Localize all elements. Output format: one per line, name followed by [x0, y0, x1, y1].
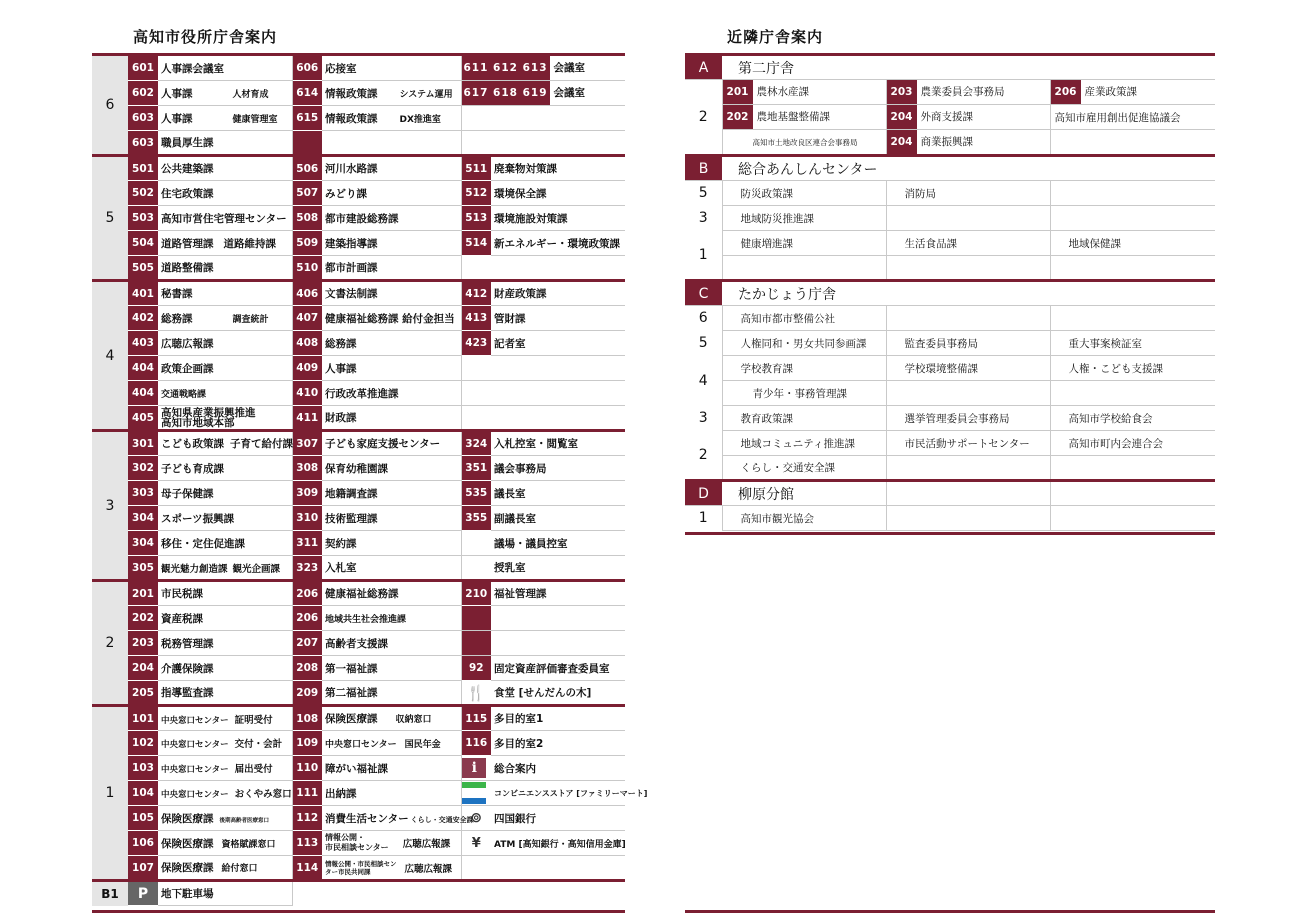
room-number: 107 [128, 856, 158, 881]
room-name: 福祉管理課 [491, 581, 625, 606]
room-name: くらし・交通安全課 [722, 456, 886, 481]
room-name: 新エネルギー・環境政策課 [491, 231, 625, 256]
room-number: 606 [292, 55, 322, 81]
room-name: 農業委員会事務局 [920, 86, 1005, 98]
room-number: 618 [493, 87, 518, 99]
room-name: 第二福祉課 [322, 681, 461, 706]
room-name: 指導監査課 [158, 681, 292, 706]
room-number: 105 [128, 806, 158, 831]
room-number: 603 [128, 131, 158, 156]
parking-icon: P [128, 881, 158, 906]
room-number: 614 [292, 81, 322, 106]
room-name: 高知市土地改良区連合会事務局 [722, 130, 886, 156]
building-name: 総合あんしんセンター [722, 156, 1215, 181]
room-name: 外商支援課 [920, 111, 973, 123]
room-name: 青少年・事務管理課 [722, 381, 886, 406]
room-number: 617 [463, 87, 489, 99]
bank-icon: ⊚ [461, 806, 491, 831]
room-name: 市民活動サポートセンター [886, 431, 1050, 456]
room-name: 環境施設対策課 [491, 206, 625, 231]
room-name: 契約課 [322, 531, 461, 556]
room-name: 授乳室 [491, 556, 625, 581]
room-name: みどり課 [322, 181, 461, 206]
room-name: 第一福祉課 [322, 656, 461, 681]
room-number: 504 [128, 231, 158, 256]
room-group [461, 81, 625, 106]
floor-label: B1 [92, 881, 128, 906]
room-name: 消費生活センター くらし・交通安全課 [322, 806, 461, 831]
room-number: 401 [128, 281, 158, 306]
room-number: 612 [493, 62, 518, 74]
building-name: 柳原分館 [722, 481, 886, 506]
room-number: 308 [292, 456, 322, 481]
room-name: 重大事案検証室 [1050, 331, 1215, 356]
room-name: 廃棄物対策課 [491, 156, 625, 181]
room-number: 115 [461, 706, 491, 731]
room-name: 四国銀行 [491, 806, 625, 831]
room-number: 303 [128, 481, 158, 506]
bottom-rule [92, 910, 625, 913]
room-name: 地下駐車場 [158, 881, 292, 906]
room-name: 農林水産課 [756, 86, 809, 98]
room-number: 204 [887, 105, 917, 129]
room-number: 302 [128, 456, 158, 481]
room-name: 中央窓口センター 証明受付 [158, 706, 292, 731]
room-number: 510 [292, 256, 322, 281]
room-number: 615 [292, 106, 322, 131]
room-name: 副議長室 [491, 506, 625, 531]
room-name: 議会事務局 [491, 456, 625, 481]
floor-label: 3 [685, 406, 722, 431]
room-number: 613 [522, 62, 548, 74]
left-title: 高知市役所庁舎案内 [133, 28, 278, 46]
room-number: 351 [461, 456, 491, 481]
room-name: 保育幼稚園課 [322, 456, 461, 481]
floor-label: 6 [92, 55, 128, 156]
room-number: 405 [128, 406, 158, 431]
room-number: 507 [292, 181, 322, 206]
room-name: 食堂 [せんだんの木] [491, 681, 625, 706]
floor-label: 1 [685, 231, 722, 281]
room-name: 都市計画課 [322, 256, 461, 281]
room-number: 101 [128, 706, 158, 731]
room-number: 408 [292, 331, 322, 356]
room-number: 619 [522, 87, 548, 99]
room-number: 304 [128, 531, 158, 556]
floor-label: 5 [685, 331, 722, 356]
room-name: 介護保険課 [158, 656, 292, 681]
room-number: 611 [463, 62, 489, 74]
building-letter: D [685, 481, 722, 506]
room-name: 総務課 [322, 331, 461, 356]
room-number: 603 [128, 106, 158, 131]
room-name: 健康増進課 [722, 231, 886, 256]
room-name [886, 206, 1050, 231]
room-name: 生活食品課 [886, 231, 1050, 256]
floor-label: 4 [685, 356, 722, 406]
room-name: 会議室 [553, 62, 585, 74]
room-name: 議場・議員控室 [491, 531, 625, 556]
room-number: 323 [292, 556, 322, 581]
room-name: 障がい福祉課 [322, 756, 461, 781]
room-name: 移住・定住促進課 [158, 531, 292, 556]
room-name: 子ども育成課 [158, 456, 292, 481]
room-number: 423 [461, 331, 491, 356]
room-number: 304 [128, 506, 158, 531]
room-name: 情報公開・市民相談セン ター市民共同課 広聴広報課 [322, 856, 461, 881]
building-name: 第二庁舎 [722, 55, 1215, 80]
room-number: 404 [128, 381, 158, 406]
room-number: 514 [461, 231, 491, 256]
room-name: 地域保健課 [1050, 231, 1215, 256]
room-number: 113 [292, 831, 322, 856]
room-number: 324 [461, 431, 491, 456]
room-name: 行政改革推進課 [322, 381, 461, 406]
room-number: 509 [292, 231, 322, 256]
room-name: 保険医療課 収納窓口 [322, 706, 461, 731]
room-name: 監査委員事務局 [886, 331, 1050, 356]
room-number: 207 [292, 631, 322, 656]
room-number: 112 [292, 806, 322, 831]
room-name: 文書法制課 [322, 281, 461, 306]
room-number: 413 [461, 306, 491, 331]
room-number: 209 [292, 681, 322, 706]
room-name: 選挙管理委員会事務局 [886, 406, 1050, 431]
room-name: 子ども家庭支援センター [322, 431, 461, 456]
room-name: 環境保全課 [491, 181, 625, 206]
room-number: 206 [292, 606, 322, 631]
room-name: 総務課 調査統計 [158, 306, 292, 331]
room-number: 411 [292, 406, 322, 431]
room-name: 高知市学校給食会 [1050, 406, 1215, 431]
room-number: 501 [128, 156, 158, 181]
room-number: 512 [461, 181, 491, 206]
room-number: 206 [1051, 80, 1081, 104]
room-number: 511 [461, 156, 491, 181]
floor-row [92, 55, 625, 81]
floor-label: 3 [92, 431, 128, 581]
room-name: コンビニエンスストア [ファミリーマート] [491, 781, 625, 806]
room-number: 206 [292, 581, 322, 606]
room-number: 201 [128, 581, 158, 606]
room-name: ATM [高知銀行・高知信用金庫] [491, 831, 625, 856]
room-number: 103 [128, 756, 158, 781]
room-name: 人事課 人材育成 [158, 81, 292, 106]
room-number: 201 [723, 80, 753, 104]
floor-label: 5 [92, 156, 128, 281]
room-name: 管財課 [491, 306, 625, 331]
room-number: 409 [292, 356, 322, 381]
room-name: 健康福祉総務課 給付金担当 [322, 306, 461, 331]
room-name: 固定資産評価審査委員室 [491, 656, 625, 681]
room-name: 学校環境整備課 [886, 356, 1050, 381]
room-name: 都市建設総務課 [322, 206, 461, 231]
restaurant-icon: 🍴 [461, 681, 491, 706]
room-name: 保険医療課 後期高齢者医療窓口 [158, 806, 292, 831]
floor-label: 3 [685, 206, 722, 231]
room-name: 情報政策課 DX推進室 [322, 106, 461, 131]
room-number: 204 [887, 130, 917, 154]
room-name: 多目的室2 [491, 731, 625, 756]
floor-label: 2 [685, 80, 722, 156]
room-number: 407 [292, 306, 322, 331]
room-name: 入札控室・閲覧室 [491, 431, 625, 456]
room-name: 農地基盤整備課 [756, 111, 830, 123]
room-group [461, 55, 625, 81]
room-name: 保険医療課 給付窓口 [158, 856, 292, 881]
room-number: 205 [128, 681, 158, 706]
room-name: 地域防災推進課 [722, 206, 886, 231]
room-name: 河川水路課 [322, 156, 461, 181]
room-name: スポーツ振興課 [158, 506, 292, 531]
floor-label: 2 [685, 431, 722, 481]
floor-label: 1 [92, 706, 128, 881]
room-name: 人事課 [322, 356, 461, 381]
room-number: 412 [461, 281, 491, 306]
room-name: 政策企画課 [158, 356, 292, 381]
convenience-store-icon [462, 782, 486, 804]
room-number: 202 [128, 606, 158, 631]
room-name: 住宅政策課 [158, 181, 292, 206]
room-number: 307 [292, 431, 322, 456]
right-title: 近隣庁舎案内 [727, 28, 824, 46]
floor-label: 5 [685, 181, 722, 206]
nearby-buildings-directory [685, 53, 1215, 531]
room-name: 中央窓口センター 国民年金 [322, 731, 461, 756]
room-name: こども政策課 子育て給付課 [158, 431, 292, 456]
room-number: 310 [292, 506, 322, 531]
room-number: 111 [292, 781, 322, 806]
room-name: 商業振興課 [920, 136, 973, 148]
floor-label: 4 [92, 281, 128, 431]
room-name: 高知市観光協会 [722, 506, 886, 531]
room-name: 母子保健課 [158, 481, 292, 506]
room-name: 教育政策課 [722, 406, 886, 431]
room-name: 財政課 [322, 406, 461, 431]
room-name: 道路管理課 道路維持課 [158, 231, 292, 256]
room-name: 消防局 [886, 181, 1050, 206]
room-number: 110 [292, 756, 322, 781]
room-number: 204 [128, 656, 158, 681]
room-name: 財産政策課 [491, 281, 625, 306]
room-name: 職員厚生課 [158, 131, 292, 156]
room-name: 高齢者支援課 [322, 631, 461, 656]
room-number: 503 [128, 206, 158, 231]
room-number: 301 [128, 431, 158, 456]
room-name: 人事課 健康管理室 [158, 106, 292, 131]
building-letter: B [685, 156, 722, 181]
room-number: 309 [292, 481, 322, 506]
room-name: 地籍調査課 [322, 481, 461, 506]
room-name: 中央窓口センター 届出受付 [158, 756, 292, 781]
room-number: 104 [128, 781, 158, 806]
room-name: 交通戦略課 [158, 381, 292, 406]
room-number: 506 [292, 156, 322, 181]
room-name: 税務管理課 [158, 631, 292, 656]
room-name: 技術監理課 [322, 506, 461, 531]
room-name: 議長室 [491, 481, 625, 506]
room-name: 高知市都市整備公社 [722, 306, 886, 331]
room-number: 505 [128, 256, 158, 281]
room-name: 学校教育課 [722, 356, 886, 381]
room-number: 210 [461, 581, 491, 606]
right-mid-rule [685, 532, 1215, 535]
room-name: 保険医療課 資格賦課窓口 [158, 831, 292, 856]
room-name: 人事課会議室 [158, 55, 292, 81]
room-name: 中央窓口センター 交付・会計 [158, 731, 292, 756]
room-name: 高知県産業振興推進 高知市地域本部 [158, 406, 292, 431]
room-name: 資産税課 [158, 606, 292, 631]
room-number: 355 [461, 506, 491, 531]
city-hall-directory [92, 53, 648, 906]
room-number: 404 [128, 356, 158, 381]
building-name: たかじょう庁舎 [722, 281, 1215, 306]
room-number: 203 [887, 80, 917, 104]
room-name: 健康福祉総務課 [322, 581, 461, 606]
floor-label: 2 [92, 581, 128, 706]
room-number: 114 [292, 856, 322, 881]
room-name: 出納課 [322, 781, 461, 806]
room-name: 総合案内 [491, 756, 625, 781]
room-number: 208 [292, 656, 322, 681]
room-number: 406 [292, 281, 322, 306]
room-name: 市民税課 [158, 581, 292, 606]
room-name: 高知市営住宅管理センター [158, 206, 292, 231]
room-name: 入札室 [322, 556, 461, 581]
room-name [1050, 181, 1215, 206]
building-letter: C [685, 281, 722, 306]
room-name: 人権同和・男女共同参画課 [722, 331, 886, 356]
room-number: 92 [461, 656, 491, 681]
room-name: 会議室 [553, 87, 585, 99]
room-number: 203 [128, 631, 158, 656]
room-number: 601 [128, 55, 158, 81]
room-name: 観光魅力創造課 観光企画課 [158, 556, 292, 581]
room-name: 産業政策課 [1084, 86, 1137, 98]
room-name: 地域共生社会推進課 [322, 606, 461, 631]
room-name: 公共建築課 [158, 156, 292, 181]
room-number: 410 [292, 381, 322, 406]
room-number: 535 [461, 481, 491, 506]
room-name: 中央窓口センター おくやみ窓口 [158, 781, 292, 806]
room-number: 106 [128, 831, 158, 856]
room-name [1050, 206, 1215, 231]
atm-icon: ¥ [461, 831, 491, 856]
floor-label: 1 [685, 506, 722, 531]
building-letter: A [685, 55, 722, 80]
room-name: 情報政策課 システム運用 [322, 81, 461, 106]
room-name: 建築指導課 [322, 231, 461, 256]
room-name: 広聴広報課 [158, 331, 292, 356]
room-number: 311 [292, 531, 322, 556]
room-name: 人権・こども支援課 [1050, 356, 1215, 381]
room-name: 多目的室1 [491, 706, 625, 731]
room-name: 高知市雇用創出促進協議会 [1050, 105, 1215, 130]
room-number: 402 [128, 306, 158, 331]
room-name: 防災政策課 [722, 181, 886, 206]
room-number: 102 [128, 731, 158, 756]
room-name: 応接室 [322, 55, 461, 81]
room-number: 602 [128, 81, 158, 106]
room-number: 116 [461, 731, 491, 756]
room-name: 地域コミュニティ推進課 [722, 431, 886, 456]
room-name: 道路整備課 [158, 256, 292, 281]
right-bottom-rule [685, 910, 1215, 913]
room-name: 情報公開・ 市民相談センター 広聴広報課 [322, 831, 461, 856]
room-name: 秘書課 [158, 281, 292, 306]
room-number: 403 [128, 331, 158, 356]
room-number: 508 [292, 206, 322, 231]
room-number: 502 [128, 181, 158, 206]
room-number: 513 [461, 206, 491, 231]
room-number: 305 [128, 556, 158, 581]
floor-label: 6 [685, 306, 722, 331]
info-icon: i [462, 758, 486, 778]
room-number: 108 [292, 706, 322, 731]
room-number: 202 [723, 105, 753, 129]
room-number: 109 [292, 731, 322, 756]
room-name: 高知市町内会連合会 [1050, 431, 1215, 456]
room-name: 記者室 [491, 331, 625, 356]
